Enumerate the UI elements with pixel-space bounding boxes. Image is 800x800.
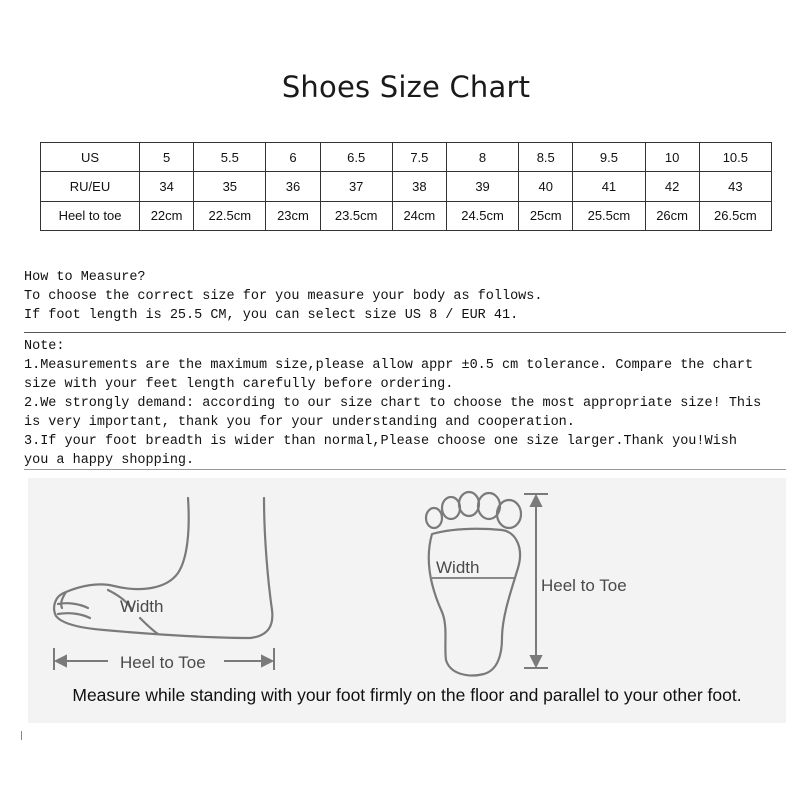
top-foot-icon — [426, 492, 521, 675]
divider — [24, 332, 786, 333]
table-row — [41, 172, 772, 201]
side-foot-icon — [54, 498, 272, 638]
table-cell: 23cm — [266, 201, 320, 230]
table-cell: 25cm — [519, 201, 573, 230]
side-width-label: Width — [120, 597, 164, 616]
size-chart-table — [40, 142, 772, 231]
measure-caption: Measure while standing with your foot firmly on the floor and parallel to your other foot. — [72, 685, 742, 705]
divider — [24, 469, 786, 470]
corner-mark — [21, 731, 22, 740]
table-cell: 35 — [194, 172, 266, 201]
how-to-measure-heading: How to Measure? — [24, 270, 146, 285]
page-title: Shoes Size Chart — [281, 70, 531, 104]
row-header: RU/EU — [41, 172, 140, 201]
table-cell: 22.5cm — [194, 201, 266, 230]
table-cell: 10 — [645, 143, 699, 172]
note-line: is very important, thank you for your understanding and cooperation. — [24, 415, 575, 430]
table-cell: 7.5 — [392, 143, 446, 172]
table-row — [41, 201, 772, 230]
table-cell: 24.5cm — [446, 201, 518, 230]
note-line: 1.Measurements are the maximum size,please allow appr ±0.5 cm tolerance. Compare the chart — [24, 358, 754, 373]
table-cell: 38 — [392, 172, 446, 201]
row-header: Heel to toe — [41, 201, 140, 230]
table-cell: 23.5cm — [320, 201, 392, 230]
note-line: 2.We strongly demand: according to our size chart to choose the most appropriate size! This — [24, 396, 762, 411]
top-width-label: Width — [436, 558, 480, 577]
table-cell: 37 — [320, 172, 392, 201]
how-to-measure-line-2: If foot length is 25.5 CM, you can select size US 8 / EUR 41. — [24, 308, 519, 323]
how-to-measure-line-1: To choose the correct size for you measure your body as follows. — [24, 289, 543, 304]
table-cell: 22cm — [140, 201, 194, 230]
table-cell: 34 — [140, 172, 194, 201]
table-cell: 24cm — [392, 201, 446, 230]
table-cell: 10.5 — [699, 143, 771, 172]
top-length-label: Heel to Toe — [541, 576, 627, 595]
note-heading: Note: — [24, 339, 65, 354]
table-cell: 26.5cm — [699, 201, 771, 230]
table-cell: 39 — [446, 172, 518, 201]
table-cell: 26cm — [645, 201, 699, 230]
note-line: 3.If your foot breadth is wider than normal,Please choose one size larger.Thank you!Wish — [24, 434, 737, 449]
table-cell: 5.5 — [194, 143, 266, 172]
table-cell: 41 — [573, 172, 645, 201]
row-header: US — [41, 143, 140, 172]
table-cell: 36 — [266, 172, 320, 201]
note-line: size with your feet length carefully before ordering. — [24, 377, 454, 392]
table-cell: 42 — [645, 172, 699, 201]
table-cell: 40 — [519, 172, 573, 201]
table-cell: 8.5 — [519, 143, 573, 172]
table-cell: 5 — [140, 143, 194, 172]
table-row — [41, 143, 772, 172]
note-line: you a happy shopping. — [24, 453, 195, 468]
table-cell: 6.5 — [320, 143, 392, 172]
side-length-label: Heel to Toe — [120, 653, 206, 672]
table-cell: 6 — [266, 143, 320, 172]
table-cell: 8 — [446, 143, 518, 172]
table-cell: 9.5 — [573, 143, 645, 172]
table-cell: 43 — [699, 172, 771, 201]
table-cell: 25.5cm — [573, 201, 645, 230]
